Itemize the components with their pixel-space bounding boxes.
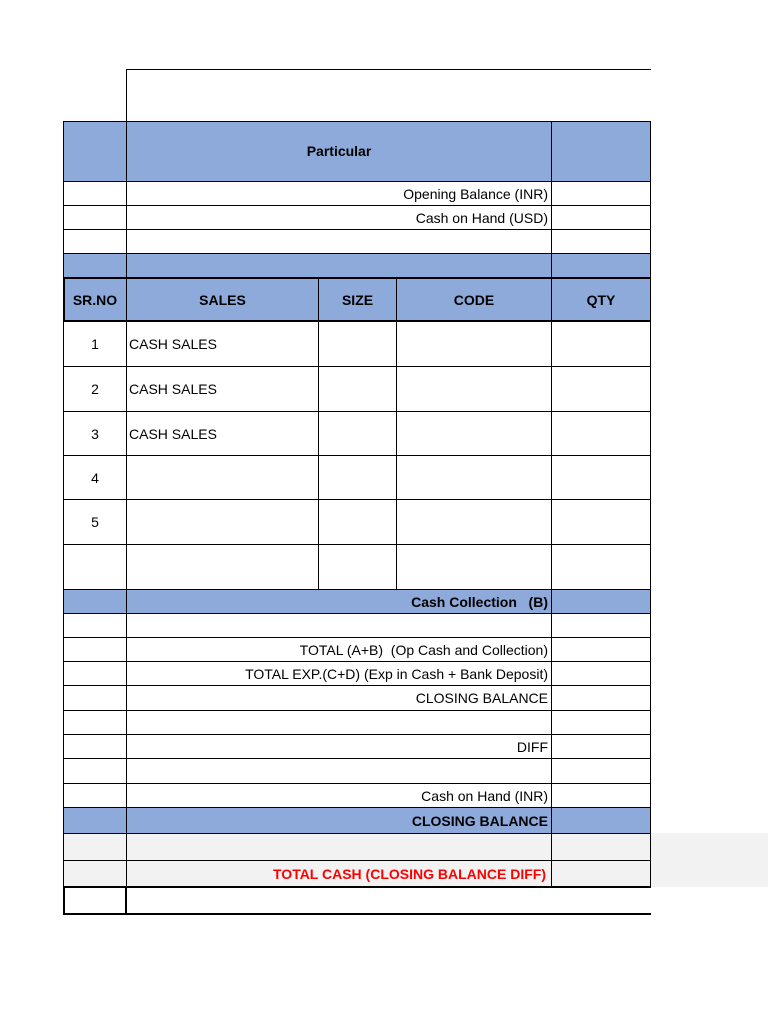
blue-spacer-row: [63, 253, 651, 278]
col-header-code: CODE: [453, 291, 495, 308]
diff-label: DIFF: [516, 738, 548, 755]
gridline: [63, 833, 651, 834]
gridline: [650, 121, 651, 887]
gridline: [63, 710, 651, 711]
gridline: [63, 886, 651, 888]
total-ab-label: TOTAL (A+B) (Op Cash and Collection): [299, 641, 548, 658]
gridline: [126, 69, 651, 70]
cash-on-hand-inr-label: Cash on Hand (INR): [421, 787, 548, 804]
gridline: [63, 544, 651, 545]
gridline: [63, 886, 65, 915]
gridline: [125, 886, 127, 915]
gridline: [318, 278, 319, 589]
row-4-sr-no: 4: [91, 469, 99, 486]
gridline: [551, 121, 552, 887]
closing-balance-total-label: CLOSING BALANCE: [411, 812, 548, 829]
gridline: [63, 229, 651, 230]
row-1-sales: CASH SALES: [129, 336, 217, 352]
particular-header: Particular: [306, 143, 372, 159]
row-5-sales: [127, 500, 318, 544]
closing-balance-label: CLOSING BALANCE: [415, 690, 548, 706]
row-5-sr-no: 5: [91, 514, 99, 530]
cash-collection-label: Cash Collection (B): [411, 593, 548, 610]
cash-on-hand-usd-label: Cash on Hand (USD): [415, 209, 548, 226]
gridline: [63, 613, 651, 614]
row-2-sr-no: 2: [91, 381, 99, 397]
total-cash-label: TOTAL CASH (CLOSING BALANCE DIFF): [273, 865, 546, 882]
opening-balance-inr-label: Opening Balance (INR): [403, 185, 548, 202]
gridline: [63, 253, 651, 254]
col-header-sr-no: SR.NO: [72, 291, 118, 308]
total-exp-label: TOTAL EXP.(C+D) (Exp in Cash + Bank Deposit): [245, 665, 548, 682]
col-header-size: SIZE: [341, 291, 374, 308]
col-header-qty: QTY: [586, 291, 616, 308]
gridline: [63, 913, 651, 915]
row-3-sr-no: 3: [91, 425, 99, 442]
gridline: [63, 758, 651, 759]
col-header-sales: SALES: [199, 291, 246, 308]
row-3-sales: CASH SALES: [129, 425, 217, 442]
row-4-sales: [127, 456, 318, 499]
gridline: [396, 278, 397, 589]
row-2-sales: CASH SALES: [129, 381, 217, 397]
row-1-sr-no: 1: [91, 336, 99, 352]
